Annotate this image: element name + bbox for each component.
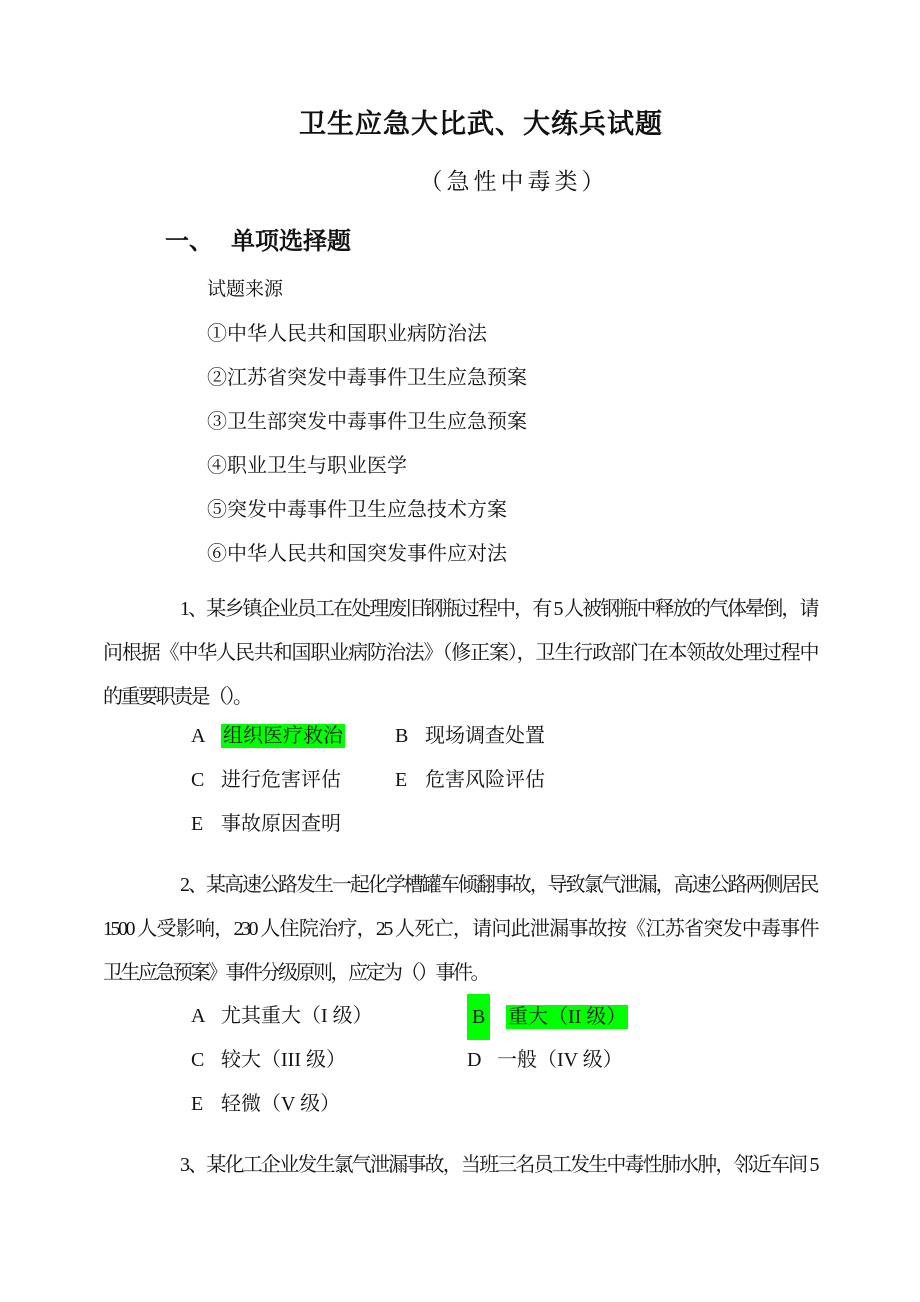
stem-line: 3、某化工企业发生氯气泄漏事故，当班三名员工发生中毒性肺水肿，邻近车间 5 xyxy=(180,1154,817,1176)
option-row xyxy=(103,1038,817,1082)
option-text: 危害风险评估 xyxy=(425,769,545,791)
option-letter: A xyxy=(191,725,206,747)
stem-line: 1500 人受影响，230 人住院治疗，25 人死亡，请问此泄漏事故按《江苏省突发中毒事件 xyxy=(103,918,817,940)
option-letter: E xyxy=(191,1093,204,1115)
option-letter: B xyxy=(395,725,409,747)
answer-highlight: 组织医疗救治 xyxy=(223,725,343,747)
section-heading xyxy=(165,220,817,264)
document-title: 卫生应急大比武、大练兵试题 xyxy=(299,109,663,139)
option-letter: B xyxy=(467,994,497,1040)
option-C xyxy=(191,758,395,802)
source-item: ③卫生部突发中毒事件卫生应急预案 xyxy=(207,411,527,433)
option-text: 轻微（V 级） xyxy=(221,1093,341,1115)
option-letter: A xyxy=(191,1005,206,1027)
option-row xyxy=(103,994,817,1038)
stem-line: 1、某乡镇企业员工在处理废旧钢瓶过程中，有 5 人被钢瓶中释放的气体晕倒，请 xyxy=(180,598,817,620)
document-subtitle: （急性中毒类） xyxy=(419,169,609,194)
option-letter: C xyxy=(191,1049,205,1071)
question-2-options xyxy=(103,994,817,1126)
option-A xyxy=(191,994,467,1038)
option-D xyxy=(467,1038,623,1082)
question-1-options xyxy=(103,714,817,846)
option-text: 事故原因查明 xyxy=(221,813,341,835)
question-2-stem xyxy=(103,863,817,995)
source-item: ⑥中华人民共和国突发事件应对法 xyxy=(207,543,507,565)
option-E xyxy=(191,802,395,846)
question-3-stem xyxy=(103,1143,817,1187)
source-item: ②江苏省突发中毒事件卫生应急预案 xyxy=(207,367,527,389)
option-letter: E xyxy=(191,813,204,835)
question-1 xyxy=(103,587,817,846)
option-letter: D xyxy=(467,1049,482,1071)
option-letter: E xyxy=(395,769,408,791)
section-number: 一、 xyxy=(165,229,213,255)
option-B xyxy=(467,994,628,1040)
question-1-stem xyxy=(103,587,817,719)
sources-label: 试题来源 xyxy=(207,279,284,300)
stem-line: 的重要职责是（）。 xyxy=(103,686,251,708)
question-2 xyxy=(103,863,817,1126)
option-text: 现场调查处置 xyxy=(425,725,545,747)
answer-highlight: 重大（II 级） xyxy=(508,1006,627,1028)
option-A xyxy=(191,714,395,758)
source-item: ①中华人民共和国职业病防治法 xyxy=(207,323,487,345)
stem-line: 卫生应急预案》事件分级原则，应定为（）事件。 xyxy=(103,962,488,984)
option-letter: C xyxy=(191,769,205,791)
option-C xyxy=(191,1038,467,1082)
source-list xyxy=(207,312,817,576)
option-row xyxy=(103,802,817,846)
option-E xyxy=(191,1082,467,1126)
source-item: ⑤突发中毒事件卫生应急技术方案 xyxy=(207,499,507,521)
option-row xyxy=(103,758,817,802)
option-row xyxy=(103,714,817,758)
stem-line: 2、某高速公路发生一起化学槽罐车倾翻事故，导致氯气泄漏，高速公路两侧居民 xyxy=(180,874,817,896)
option-text: 一般（IV 级） xyxy=(497,1049,623,1071)
option-text: 尤其重大（I 级） xyxy=(221,1005,373,1027)
question-3 xyxy=(103,1143,817,1187)
option-E xyxy=(395,758,545,802)
section-title: 单项选择题 xyxy=(231,229,351,255)
option-text: 进行危害评估 xyxy=(221,769,341,791)
option-row xyxy=(103,1082,817,1126)
source-item: ④职业卫生与职业医学 xyxy=(207,455,407,477)
option-B xyxy=(395,714,545,758)
option-text: 较大（III 级） xyxy=(221,1049,346,1071)
stem-line: 问根据《中华人民共和国职业病防治法》（修正案），卫生行政部门在本领故处理过程中 xyxy=(103,642,817,664)
